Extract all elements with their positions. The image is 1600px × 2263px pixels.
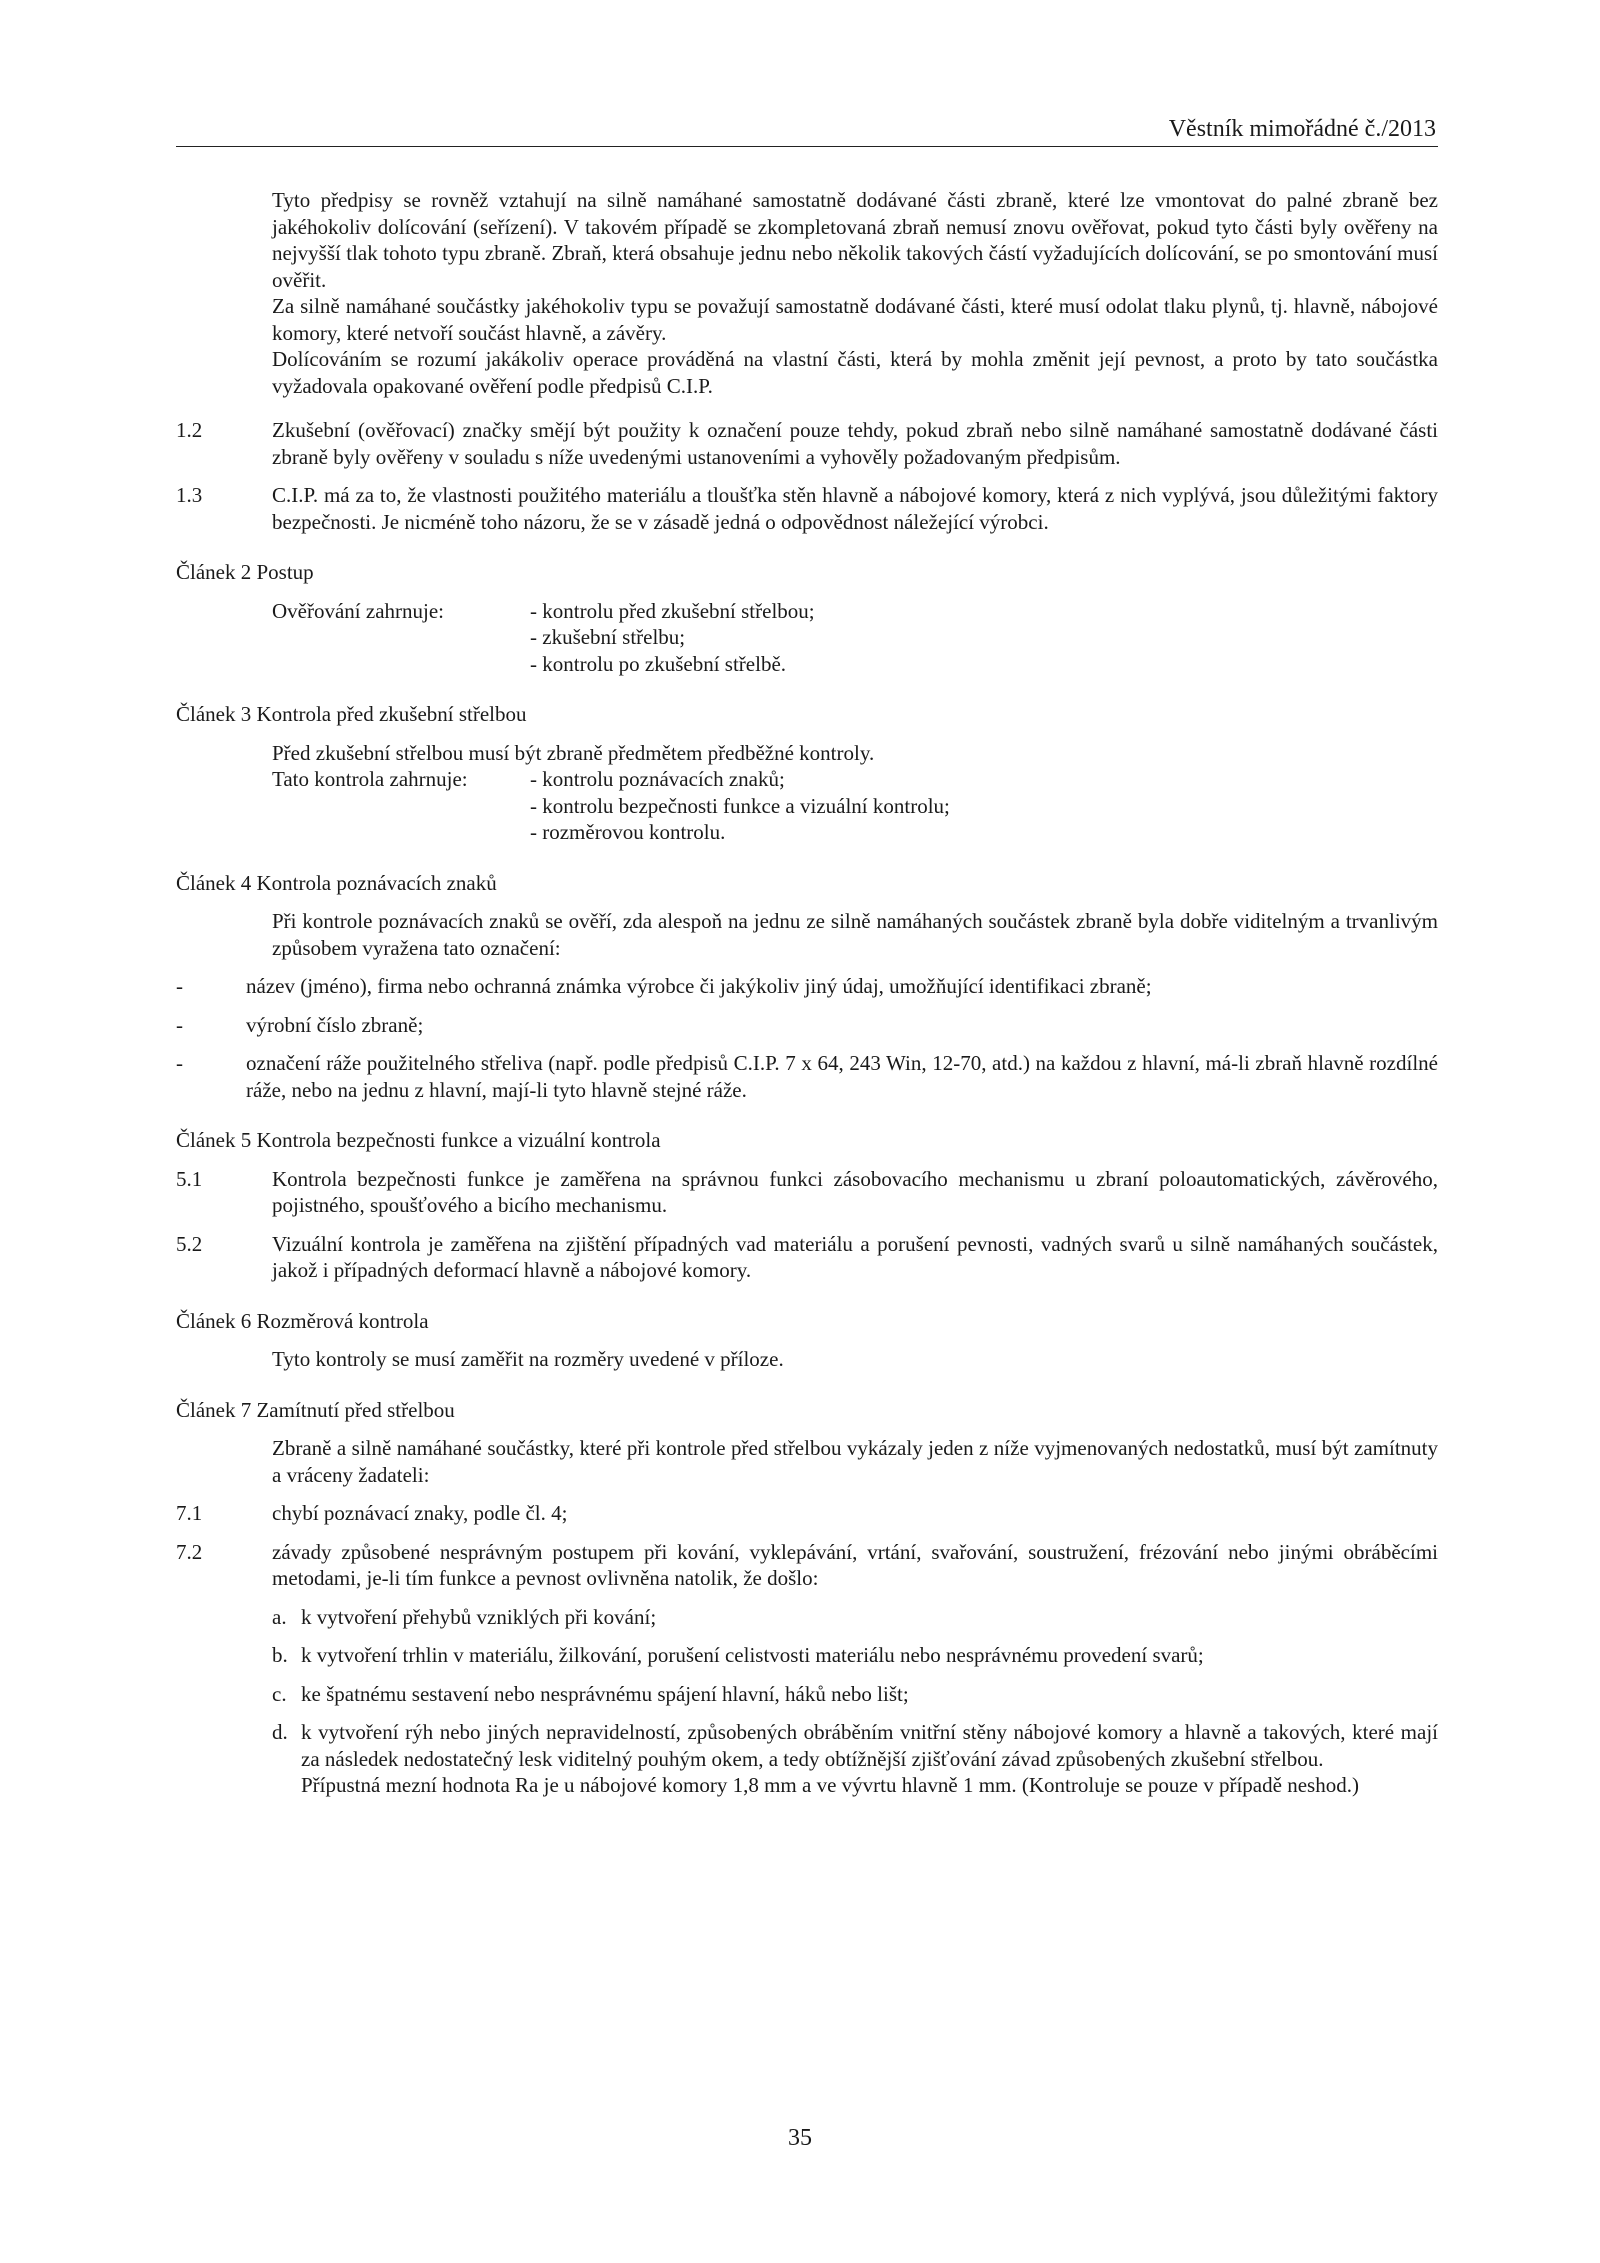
article-6-heading xyxy=(176,1308,1438,1335)
article-label: Článek 4 xyxy=(176,870,252,895)
section-text: Vizuální kontrola je zaměřena na zjištění případných vad materiálu a porušení pevnosti, vadných svarů u silně namáhaných součástek, jakož i případných deformací hlavně a nábojové komory. xyxy=(272,1231,1438,1282)
list-item xyxy=(176,1012,1438,1039)
article-2-list xyxy=(272,598,1438,678)
item-letter: d. xyxy=(272,1720,288,1744)
section-7-1 xyxy=(176,1500,1438,1527)
item-letter: b. xyxy=(272,1643,288,1667)
list-item-text: označení ráže použitelného střeliva (např. podle předpisů C.I.P. 7 x 64, 243 Win, 12-70, atd.) na každou z hlavní, má-li zbraň hlavně rozdílné ráže, nebo na jednu z hlavní, mají-li tyto hlavně stejné ráže. xyxy=(246,1051,1438,1102)
list xyxy=(530,598,815,678)
list-lead: Tato kontrola zahrnuje: xyxy=(272,767,468,791)
section-text: Kontrola bezpečnosti funkce je zaměřena na správnou funkci zásobovacího mechanismu u zbraní poloautomatických, závěrového, pojistného, spoušťového a bicího mechanismu. xyxy=(272,1166,1438,1217)
page-number: 35 xyxy=(788,2125,812,2151)
intro-paragraph-3: Dolícováním se rozumí jakákoliv operace prováděná na vlastní části, která by mohla změnit její pevnost, a proto by tato součástka vyžadovala opakované ověření podle předpisů C.I.P. xyxy=(272,347,1438,398)
intro-paragraph-2: Za silně namáhané součástky jakéhokoliv typu se považují samostatně dodávané části, které musí odolat tlaku plynů, tj. hlavně, nábojové komory, které netvoří součást hlavně, a závěry. xyxy=(272,294,1438,345)
document-body xyxy=(176,187,1438,1799)
list-item xyxy=(272,1719,1438,1799)
intro xyxy=(272,187,1438,399)
section-7-2 xyxy=(176,1539,1438,1592)
article-label: Článek 3 xyxy=(176,702,252,726)
item-body xyxy=(301,1719,1438,1799)
section-5-2 xyxy=(176,1231,1438,1284)
article-label: Článek 6 xyxy=(176,1308,252,1333)
list-item: - zkušební střelbu; xyxy=(530,625,686,649)
section-1-2 xyxy=(176,417,1438,470)
dash-marker: - xyxy=(176,1012,183,1037)
list-item: - kontrolu bezpečnosti funkce a vizuální kontrolu; xyxy=(530,793,950,818)
article-3-heading xyxy=(176,701,1438,728)
item-text: k vytvoření přehybů vzniklých při kování; xyxy=(301,1604,657,1629)
section-1-3 xyxy=(176,482,1438,535)
article-7-paragraph: Zbraně a silně namáhané součástky, které při kontrole před střelbou vykázaly jeden z níže vyjmenovaných nedostatků, musí být zamítnuty a vráceny žadateli: xyxy=(272,1436,1438,1487)
section-number: 1.2 xyxy=(176,418,203,442)
section-number: 7.2 xyxy=(176,1539,203,1564)
article-4-paragraph: Při kontrole poznávacích znaků se ověří, zda alespoň na jednu ze silně namáhaných součástek zbraně byla dobře viditelným a trvanlivým způsobem vyražena tato označení: xyxy=(272,909,1438,960)
section-text: Zkušební (ověřovací) značky smějí být použity k označení pouze tehdy, pokud zbraň nebo silně namáhané samostatně dodávané části zbraně byly ověřeny v souladu s níže uvedenými ustanoveními a vyhověly požadovaným předpisům. xyxy=(272,418,1438,469)
section-number: 1.3 xyxy=(176,483,203,507)
list-item xyxy=(272,1604,1438,1631)
list xyxy=(530,766,950,846)
item-text: k vytvoření trhlin v materiálu, žilkování, porušení celistvosti materiálu nebo nesprávnému provedení svarů; xyxy=(301,1643,1204,1667)
list-item-text: název (jméno), firma nebo ochranná známka výrobce či jakýkoliv jiný údaj, umožňující identifikaci zbraně; xyxy=(246,974,1152,998)
section-5-1 xyxy=(176,1166,1438,1219)
item-letter: c. xyxy=(272,1681,287,1706)
dash-marker: - xyxy=(176,974,183,998)
list-item: - kontrolu po zkušební střelbě. xyxy=(530,651,787,676)
list-item xyxy=(176,1050,1438,1103)
article-title: Kontrola před zkušební střelbou xyxy=(256,702,527,726)
list-item xyxy=(272,1642,1438,1669)
section-text: závady způsobené nesprávným postupem při kování, vyklepávání, vrtání, svařování, soustružení, frézování nebo jinými obráběcími metodami, je-li tím funkce a pevnost ovlivněna natolik, že došlo: xyxy=(272,1539,1438,1590)
section-text: C.I.P. má za to, že vlastnosti použitého materiálu a tloušťka stěn hlavně a nábojové komory, která z nich vyplývá, jsou důležitými faktory bezpečnosti. Je nicméně toho názoru, že se v zásadě jedná o odpovědnost náležející výrobci. xyxy=(272,483,1438,534)
list-lead: Ověřování zahrnuje: xyxy=(272,598,445,623)
article-2-heading xyxy=(176,559,1438,586)
list-item: - kontrolu poznávacích znaků; xyxy=(530,767,785,791)
list-item: - rozměrovou kontrolu. xyxy=(530,820,726,844)
article-7-heading xyxy=(176,1397,1438,1424)
list-item: - kontrolu před zkušební střelbou; xyxy=(530,598,815,623)
section-number: 5.1 xyxy=(176,1166,203,1191)
section-number: 5.2 xyxy=(176,1231,203,1256)
item-letter: a. xyxy=(272,1604,287,1629)
article-label: Článek 2 xyxy=(176,560,252,584)
article-6-paragraph: Tyto kontroly se musí zaměřit na rozměry uvedené v příloze. xyxy=(272,1347,784,1371)
article-3-list xyxy=(272,766,1438,846)
section-number: 7.1 xyxy=(176,1501,203,1525)
article-title: Kontrola bezpečnosti funkce a vizuální kontrola xyxy=(256,1128,661,1152)
article-label: Článek 7 xyxy=(176,1397,252,1422)
intro-paragraph-1: Tyto předpisy se rovněž vztahují na silně namáhané samostatně dodávané části zbraně, které lze vmontovat do palné zbraně bez jakéhokoliv dolícování (seřízení). V takovém případě se zkompletovaná zbraň nemusí znovu ověřovat, pokud tyto části byly ověřeny na nejvyšší tlak tohoto typu zbraně. Zbraň, která obsahuje jednu nebo několik takových částí vyžadujících dolícování, se po smontování musí ověřit. xyxy=(272,188,1438,292)
item-text: ke špatnému sestavení nebo nesprávnému spájení hlavní, háků nebo lišt; xyxy=(301,1681,909,1706)
article-title: Postup xyxy=(256,560,314,584)
list-item xyxy=(272,1681,1438,1708)
article-4-heading xyxy=(176,870,1438,897)
article-title: Rozměrová kontrola xyxy=(256,1308,429,1333)
dash-marker: - xyxy=(176,1051,183,1075)
article-5-heading xyxy=(176,1127,1438,1154)
page-header xyxy=(176,112,1438,147)
list-item xyxy=(176,973,1438,1000)
item-note: Přípustná mezní hodnota Ra je u nábojové komory 1,8 mm a ve vývrtu hlavně 1 mm. (Kontroluje se pouze v případě neshod.) xyxy=(301,1773,1359,1797)
article-3-paragraph: Před zkušební střelbou musí být zbraně předmětem předběžné kontroly. xyxy=(272,740,875,765)
section-text: chybí poznávací znaky, podle čl. 4; xyxy=(272,1501,568,1525)
list-item-text: výrobní číslo zbraně; xyxy=(246,1012,424,1037)
item-text: k vytvoření rýh nebo jiných nepravidelností, způsobených obráběním vnitřní stěny nábojové komory a hlavně a takových, které mají za následek nedostatečný lesk viditelný pouhým okem, a tedy obtížnější zjišťování závad způsobených zkušební střelbou. xyxy=(301,1720,1438,1771)
article-title: Zamítnutí před střelbou xyxy=(256,1397,455,1422)
article-title: Kontrola poznávacích znaků xyxy=(256,870,497,895)
journal-title: Věstník mimořádné č./2013 xyxy=(1168,115,1436,142)
article-label: Článek 5 xyxy=(176,1128,252,1152)
